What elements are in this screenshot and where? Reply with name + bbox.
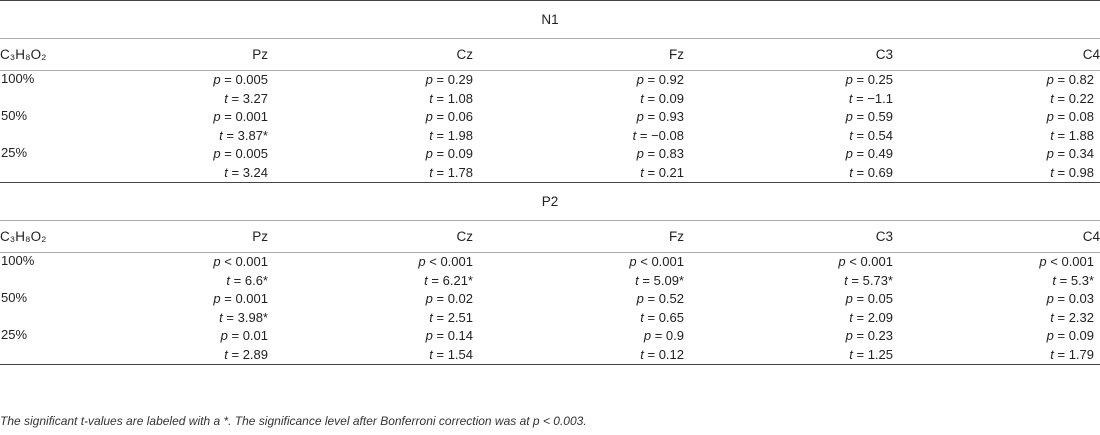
table-cell-c4 [893, 253, 1100, 291]
t-value [684, 272, 893, 291]
table-row [0, 71, 1100, 109]
p-symbol: p [838, 254, 846, 269]
table-cell-c4 [893, 327, 1100, 365]
column-header-row [0, 39, 1100, 71]
table-row [0, 145, 1100, 183]
p-value [72, 71, 268, 90]
t-number: = 1.08 [436, 90, 473, 106]
table-cell-fz [473, 253, 684, 291]
p-number: = 0.01 [231, 328, 268, 343]
p-value [72, 145, 268, 164]
t-value [268, 127, 473, 146]
section-heading-row [0, 1, 1100, 39]
p-symbol: p [845, 72, 853, 87]
table-cell-cz [268, 327, 473, 365]
column-header-c4: C4 [893, 221, 1100, 253]
p-value [893, 253, 1094, 272]
p-symbol: p [643, 328, 652, 343]
t-value [473, 309, 684, 328]
table-cell-c4 [893, 145, 1100, 183]
t-number: = 2.09 [856, 309, 893, 325]
p-number: = 0.005 [224, 72, 268, 87]
t-number: = 3.27 [231, 90, 268, 106]
p-value [473, 253, 684, 272]
t-symbol: t [1050, 90, 1054, 106]
t-symbol: t [224, 346, 228, 362]
t-value [893, 346, 1094, 365]
table-cell-fz [473, 145, 684, 183]
p-value [268, 108, 473, 127]
p-symbol: p [1046, 291, 1054, 306]
t-value [72, 309, 268, 328]
p-number: = 0.02 [436, 291, 473, 306]
p-number: = 0.34 [1057, 146, 1095, 161]
p-number: = 0.23 [856, 328, 893, 343]
t-symbol: t [635, 272, 639, 288]
p-value [268, 327, 473, 346]
p-number: = 0.82 [1057, 72, 1095, 87]
p-value [473, 290, 684, 309]
t-value [72, 90, 268, 109]
p-symbol: p [845, 291, 853, 306]
table-row [0, 108, 1100, 145]
p-number: = 0.93 [647, 109, 684, 124]
p-value [893, 327, 1094, 346]
t-symbol: t [640, 346, 644, 362]
row-label-concentration: 25% [0, 145, 72, 183]
p-symbol: p [1039, 254, 1047, 269]
table-cell-pz [72, 327, 268, 365]
t-number: = 1.54 [436, 346, 473, 362]
p-number: < 0.001 [224, 254, 268, 269]
p-symbol: p [636, 291, 644, 306]
p-value [684, 290, 893, 309]
column-header-c4: C4 [893, 39, 1100, 71]
t-value [684, 127, 893, 146]
t-symbol: t [1052, 272, 1057, 288]
column-header-compound: C₃H₈O₂ [0, 221, 72, 253]
p-number: = 0.005 [224, 146, 268, 161]
t-symbol: t [429, 346, 433, 362]
p-symbol: p [636, 146, 644, 161]
table-cell-pz [72, 108, 268, 145]
p-symbol: p [418, 254, 426, 269]
table-cell-c3 [684, 253, 893, 291]
t-number: = 0.69 [856, 164, 893, 180]
t-value [72, 272, 268, 291]
t-value [684, 164, 893, 183]
row-label-concentration: 100% [1, 253, 35, 268]
t-value [268, 164, 473, 183]
t-number: = 1.78 [436, 164, 473, 180]
p-value [72, 327, 268, 346]
p-symbol: p [425, 328, 433, 343]
p-value [893, 71, 1094, 90]
p-value [72, 253, 268, 272]
t-value [268, 346, 473, 365]
p-value [473, 145, 684, 164]
p-number: = 0.001 [224, 291, 268, 306]
column-header-pz: Pz [72, 39, 268, 71]
p-number: = 0.03 [1057, 291, 1095, 306]
p-symbol: p [845, 109, 853, 124]
table-cell-fz [473, 71, 684, 109]
p-number: = 0.92 [647, 72, 684, 87]
p-symbol: p [1046, 328, 1054, 343]
t-symbol: t [1050, 164, 1054, 180]
table-cell-fz [473, 290, 684, 327]
p-symbol: p [425, 291, 433, 306]
t-number: = 2.89 [231, 346, 268, 362]
t-number: = −0.08 [639, 127, 684, 143]
row-label-concentration: 100% [1, 71, 35, 86]
p-value [893, 290, 1094, 309]
t-value [72, 164, 268, 183]
p-symbol: p [213, 109, 221, 124]
section-title: N1 [0, 1, 1100, 39]
p-value [473, 327, 684, 346]
p-symbol: p [629, 254, 637, 269]
t-value [268, 309, 473, 328]
p-value [684, 108, 893, 127]
p-value [684, 327, 893, 346]
p-value [893, 108, 1094, 127]
t-symbol: t [848, 90, 853, 106]
table-cell-fz [473, 108, 684, 145]
p-symbol: p [1046, 146, 1054, 161]
table-cell-c3 [684, 290, 893, 327]
p-number: = 0.09 [1057, 328, 1095, 343]
t-symbol: t [429, 127, 433, 143]
t-symbol: t [1050, 346, 1054, 362]
t-symbol: t [1050, 127, 1054, 143]
p-symbol: p [220, 328, 228, 343]
row-label-concentration: 25% [0, 327, 72, 365]
section-title: P2 [0, 183, 1100, 221]
t-value [268, 272, 473, 291]
p-symbol: p [636, 72, 644, 87]
t-number: = 5.73* [851, 272, 893, 288]
t-number: = 0.09 [647, 90, 684, 106]
p-value [72, 108, 268, 127]
t-symbol: t [640, 164, 644, 180]
t-number: = 1.25 [856, 346, 893, 362]
t-value [268, 90, 473, 109]
t-number: = −1.1 [856, 90, 893, 106]
table-cell-c4 [893, 108, 1100, 145]
column-header-cz: Cz [268, 221, 473, 253]
t-symbol: t [849, 346, 853, 362]
column-header-row [0, 221, 1100, 253]
row-label-concentration: 50% [1, 290, 28, 305]
p-value [268, 290, 473, 309]
table-cell-fz [473, 327, 684, 365]
p-number: < 0.001 [1050, 254, 1095, 269]
p-symbol: p [213, 72, 221, 87]
section-heading-row [0, 183, 1100, 221]
p-symbol: p [425, 109, 433, 124]
column-header-cz: Cz [268, 39, 473, 71]
table-cell-cz [268, 253, 473, 291]
t-number: = 6.21* [431, 272, 473, 288]
p-number: = 0.49 [856, 146, 893, 161]
t-number: = 3.98* [226, 309, 268, 325]
t-symbol: t [219, 127, 223, 143]
table-row [0, 253, 1100, 291]
column-header-compound: C₃H₈O₂ [0, 39, 72, 71]
column-header-pz: Pz [72, 221, 268, 253]
p-number: = 0.52 [647, 291, 684, 306]
t-value [72, 346, 268, 365]
t-number: = 1.98 [436, 127, 473, 143]
t-value [473, 164, 684, 183]
t-symbol: t [224, 90, 228, 106]
p-value [268, 71, 473, 90]
table-cell-c4 [893, 71, 1100, 109]
t-value [473, 346, 684, 365]
t-number: = 3.24 [231, 164, 268, 180]
p-number: < 0.001 [849, 254, 893, 269]
p-symbol: p [636, 109, 644, 124]
p-value [473, 108, 684, 127]
t-value [684, 90, 893, 109]
p-number: = 0.001 [224, 109, 268, 124]
p-symbol: p [845, 328, 853, 343]
t-value [893, 309, 1094, 328]
table-cell-c4 [893, 290, 1100, 327]
table-cell-pz [72, 145, 268, 183]
t-value [684, 309, 893, 328]
t-value [473, 90, 684, 109]
table-row [0, 290, 1100, 327]
table-cell-c3 [684, 145, 893, 183]
table-cell-pz [72, 290, 268, 327]
column-header-fz: Fz [473, 221, 684, 253]
p-value [268, 145, 473, 164]
t-symbol: t [219, 309, 223, 325]
t-value [893, 90, 1094, 109]
p-number: = 0.14 [436, 328, 473, 343]
t-number: = 2.32 [1057, 309, 1095, 325]
t-symbol: t [424, 272, 428, 288]
t-symbol: t [632, 127, 637, 143]
t-number: = 0.65 [647, 309, 684, 325]
p-number: = 0.29 [436, 72, 473, 87]
t-value [893, 127, 1094, 146]
t-value [473, 272, 684, 291]
t-number: = 6.6* [233, 272, 268, 288]
t-number: = 0.98 [1057, 164, 1095, 180]
t-number: = 5.09* [642, 272, 684, 288]
table-cell-cz [268, 71, 473, 109]
t-symbol: t [429, 164, 433, 180]
p-value [72, 290, 268, 309]
p-number: = 0.05 [856, 291, 893, 306]
t-number: = 2.51 [436, 309, 473, 325]
table-cell-cz [268, 145, 473, 183]
p-value [268, 253, 473, 272]
t-symbol: t [849, 164, 853, 180]
t-symbol: t [844, 272, 848, 288]
p-symbol: p [425, 72, 433, 87]
p-number: < 0.001 [640, 254, 684, 269]
table-cell-c3 [684, 71, 893, 109]
t-symbol: t [849, 127, 853, 143]
t-symbol: t [429, 309, 433, 325]
t-symbol: t [1050, 309, 1054, 325]
p-number: = 0.83 [647, 146, 684, 161]
table-cell-pz [72, 253, 268, 291]
p-symbol: p [1046, 72, 1054, 87]
t-value [893, 272, 1094, 291]
t-symbol: t [849, 309, 853, 325]
p-symbol: p [1046, 109, 1054, 124]
table-cell-cz [268, 108, 473, 145]
p-number: = 0.09 [436, 146, 473, 161]
t-number: = 1.79 [1057, 346, 1095, 362]
p-symbol: p [213, 254, 221, 269]
t-value [893, 164, 1094, 183]
t-value [684, 346, 893, 365]
p-symbol: p [425, 146, 433, 161]
p-value [473, 71, 684, 90]
p-number: = 0.9 [654, 328, 684, 343]
t-number: = 5.3* [1059, 272, 1095, 288]
p-value [684, 71, 893, 90]
p-value [893, 145, 1094, 164]
t-number: = 1.88 [1057, 127, 1095, 143]
p-number: = 0.08 [1057, 109, 1095, 124]
table-cell-pz [72, 71, 268, 109]
t-number: = 3.87* [226, 127, 268, 143]
column-header-fz: Fz [473, 39, 684, 71]
p-symbol: p [213, 291, 221, 306]
p-symbol: p [845, 146, 853, 161]
p-value [684, 253, 893, 272]
t-symbol: t [640, 309, 644, 325]
t-value [72, 127, 268, 146]
table-cell-c3 [684, 327, 893, 365]
p-value [684, 145, 893, 164]
p-number: < 0.001 [429, 254, 473, 269]
column-header-c3: C3 [684, 221, 893, 253]
t-number: = 0.54 [856, 127, 893, 143]
t-number: = 0.21 [647, 164, 684, 180]
p-symbol: p [213, 146, 221, 161]
row-label-concentration: 50% [1, 108, 28, 123]
table-cell-c3 [684, 108, 893, 145]
p-number: = 0.25 [856, 72, 893, 87]
t-value [473, 127, 684, 146]
t-number: = 0.22 [1057, 90, 1095, 106]
t-symbol: t [224, 164, 228, 180]
t-number: = 0.12 [647, 346, 684, 362]
table-cell-cz [268, 290, 473, 327]
t-symbol: t [429, 90, 433, 106]
table-row [0, 327, 1100, 365]
p-number: = 0.59 [856, 109, 893, 124]
t-symbol: t [226, 272, 231, 288]
t-symbol: t [640, 90, 644, 106]
table-footnote: The significant t-values are labeled with a *. The significance level after Bonferroni correction was at p < 0.003. [0, 414, 587, 428]
column-header-c3: C3 [684, 39, 893, 71]
p-number: = 0.06 [436, 109, 473, 124]
